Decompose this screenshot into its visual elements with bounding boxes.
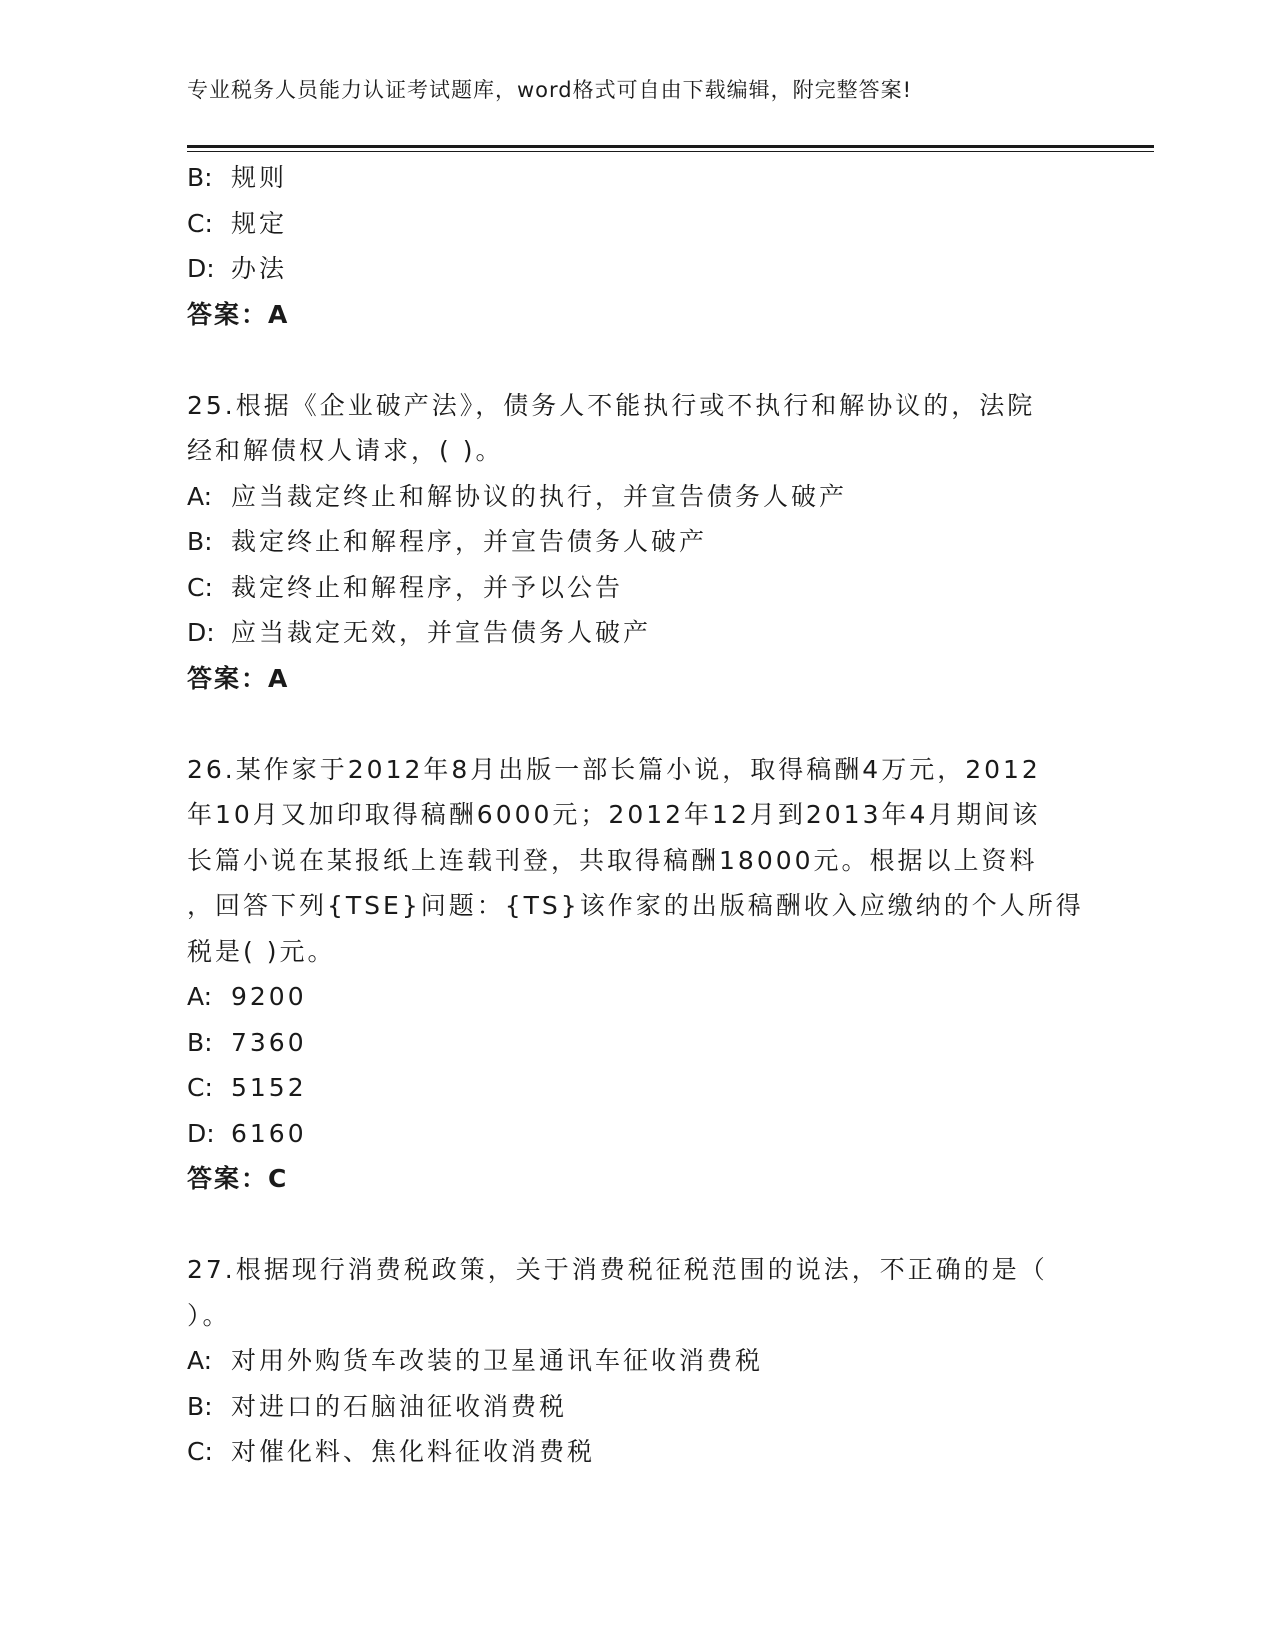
- option-b: B: 7360: [187, 1027, 307, 1057]
- question-text: 25.根据《企业破产法》，债务人不能执行或不执行和解协议的，法院: [187, 390, 1036, 420]
- option-c: C: 裁定终止和解程序，并予以公告: [187, 572, 624, 602]
- partial-question: [187, 155, 1087, 337]
- question-text: ）。: [187, 1300, 231, 1330]
- question-26: [187, 747, 1087, 1202]
- question-25: [187, 383, 1087, 702]
- spacer: [187, 337, 1087, 383]
- option-d: D: 办法: [187, 254, 288, 283]
- question-text: 税是( )元。: [187, 936, 336, 966]
- header-rule-thin: [187, 151, 1154, 152]
- question-27: [187, 1247, 1087, 1475]
- page-header: 专业税务人员能力认证考试题库，word格式可自由下载编辑，附完整答案!: [187, 78, 913, 102]
- question-text: 长篇小说在某报纸上连载刊登，共取得稿酬18000元。根据以上资料: [187, 845, 1038, 875]
- option-c: C: 5152: [187, 1073, 307, 1102]
- option-b: B: 规则: [187, 163, 288, 192]
- option-c: C: 规定: [187, 208, 288, 238]
- header-rule-thick: [187, 145, 1154, 148]
- answer: 答案：A: [187, 299, 290, 329]
- option-a: A: 9200: [187, 982, 307, 1011]
- spacer: [187, 701, 1087, 747]
- question-text: 经和解债权人请求，( )。: [187, 436, 504, 465]
- option-a: A: 应当裁定终止和解协议的执行，并宣告债务人破产: [187, 481, 848, 511]
- question-text: 26.某作家于2012年8月出版一部长篇小说，取得稿酬4万元，2012: [187, 754, 1041, 784]
- answer: 答案：C: [187, 1164, 289, 1193]
- document-body: [187, 155, 1087, 1475]
- option-a: A: 对用外购货车改装的卫星通讯车征收消费税: [187, 1346, 764, 1375]
- spacer: [187, 1202, 1087, 1248]
- option-c: C: 对催化料、焦化料征收消费税: [187, 1437, 596, 1466]
- answer: 答案：A: [187, 663, 290, 693]
- option-d: D: 应当裁定无效，并宣告债务人破产: [187, 618, 652, 647]
- option-b: B: 裁定终止和解程序，并宣告债务人破产: [187, 527, 708, 556]
- question-text: 年10月又加印取得稿酬6000元；2012年12月到2013年4月期间该: [187, 800, 1041, 829]
- question-text: 27.根据现行消费税政策，关于消费税征税范围的说法，不正确的是（: [187, 1255, 1048, 1284]
- option-b: B: 对进口的石脑油征收消费税: [187, 1391, 568, 1421]
- option-d: D: 6160: [187, 1118, 307, 1148]
- question-text: ，回答下列{TSE}问题：{TS}该作家的出版稿酬收入应缴纳的个人所得: [187, 891, 1084, 920]
